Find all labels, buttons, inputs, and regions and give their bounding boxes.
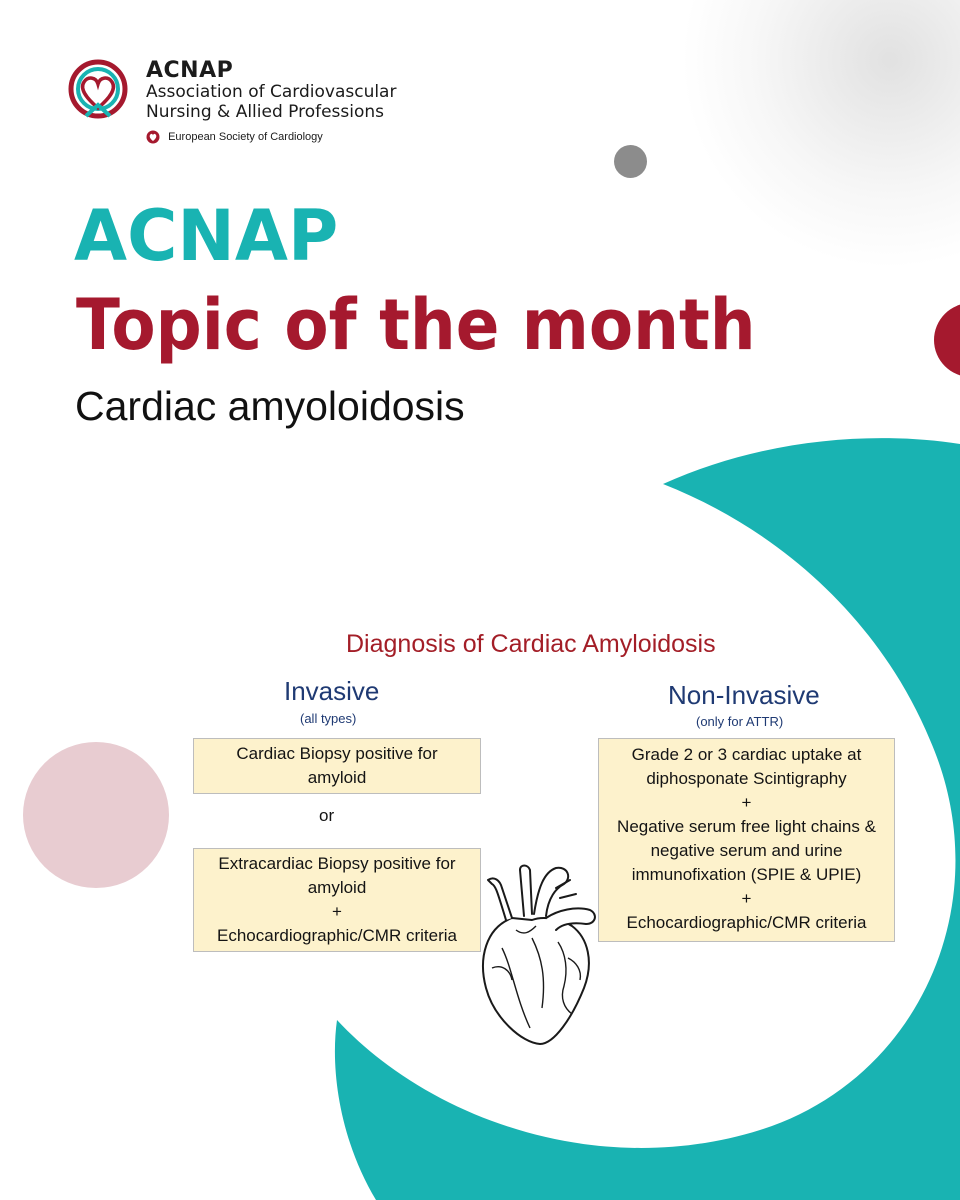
invasive-heading: Invasive	[284, 676, 380, 706]
box-line: Extracardiac Biopsy positive for	[218, 854, 456, 873]
logo-line-2: Nursing & Allied Professions	[146, 102, 385, 122]
esc-heart-icon	[146, 130, 160, 144]
box-line: +	[741, 889, 752, 908]
noninvasive-heading: Non-Invasive	[668, 680, 820, 710]
box-line: Cardiac Biopsy positive for	[236, 744, 438, 763]
box-line: amyloid	[307, 878, 367, 897]
box-line: +	[332, 902, 342, 921]
esc-credit	[146, 126, 323, 145]
invasive-box-extracardiac-biopsy	[193, 848, 481, 952]
box-line: Echocardiographic/CMR criteria	[626, 913, 867, 932]
heading-subtitle: Cardiac amyoloidosis	[75, 383, 465, 429]
anatomical-heart-icon	[472, 858, 604, 1048]
pink-circle-decoration	[23, 742, 169, 888]
acnap-heart-logo-icon	[66, 58, 130, 122]
grey-dot-decoration	[614, 145, 647, 178]
box-line: immunofixation (SPIE & UPIE)	[631, 865, 862, 884]
heading-topic-of-the-month: Topic of the month	[76, 284, 756, 366]
esc-text: European Society of Cardiology	[168, 130, 323, 143]
box-line: amyloid	[307, 768, 367, 787]
logo-title: ACNAP	[146, 58, 234, 83]
noninvasive-box-criteria	[598, 738, 895, 942]
box-line: Grade 2 or 3 cardiac uptake at	[631, 745, 862, 764]
box-line: Echocardiographic/CMR criteria	[217, 926, 457, 945]
diagram-title: Diagnosis of Cardiac Amyloidosis	[346, 630, 716, 658]
noninvasive-note: (only for ATTR)	[696, 714, 784, 729]
box-line: +	[741, 793, 752, 812]
box-line: Negative serum free light chains &	[617, 817, 876, 836]
invasive-note: (all types)	[300, 711, 357, 726]
invasive-box-cardiac-biopsy	[193, 738, 481, 794]
or-label: or	[319, 806, 335, 825]
logo-line-1: Association of Cardiovascular	[146, 82, 397, 102]
heading-acnap: ACNAP	[74, 195, 339, 277]
box-line: diphosponate Scintigraphy	[646, 769, 847, 788]
box-line: negative serum and urine	[650, 841, 843, 860]
